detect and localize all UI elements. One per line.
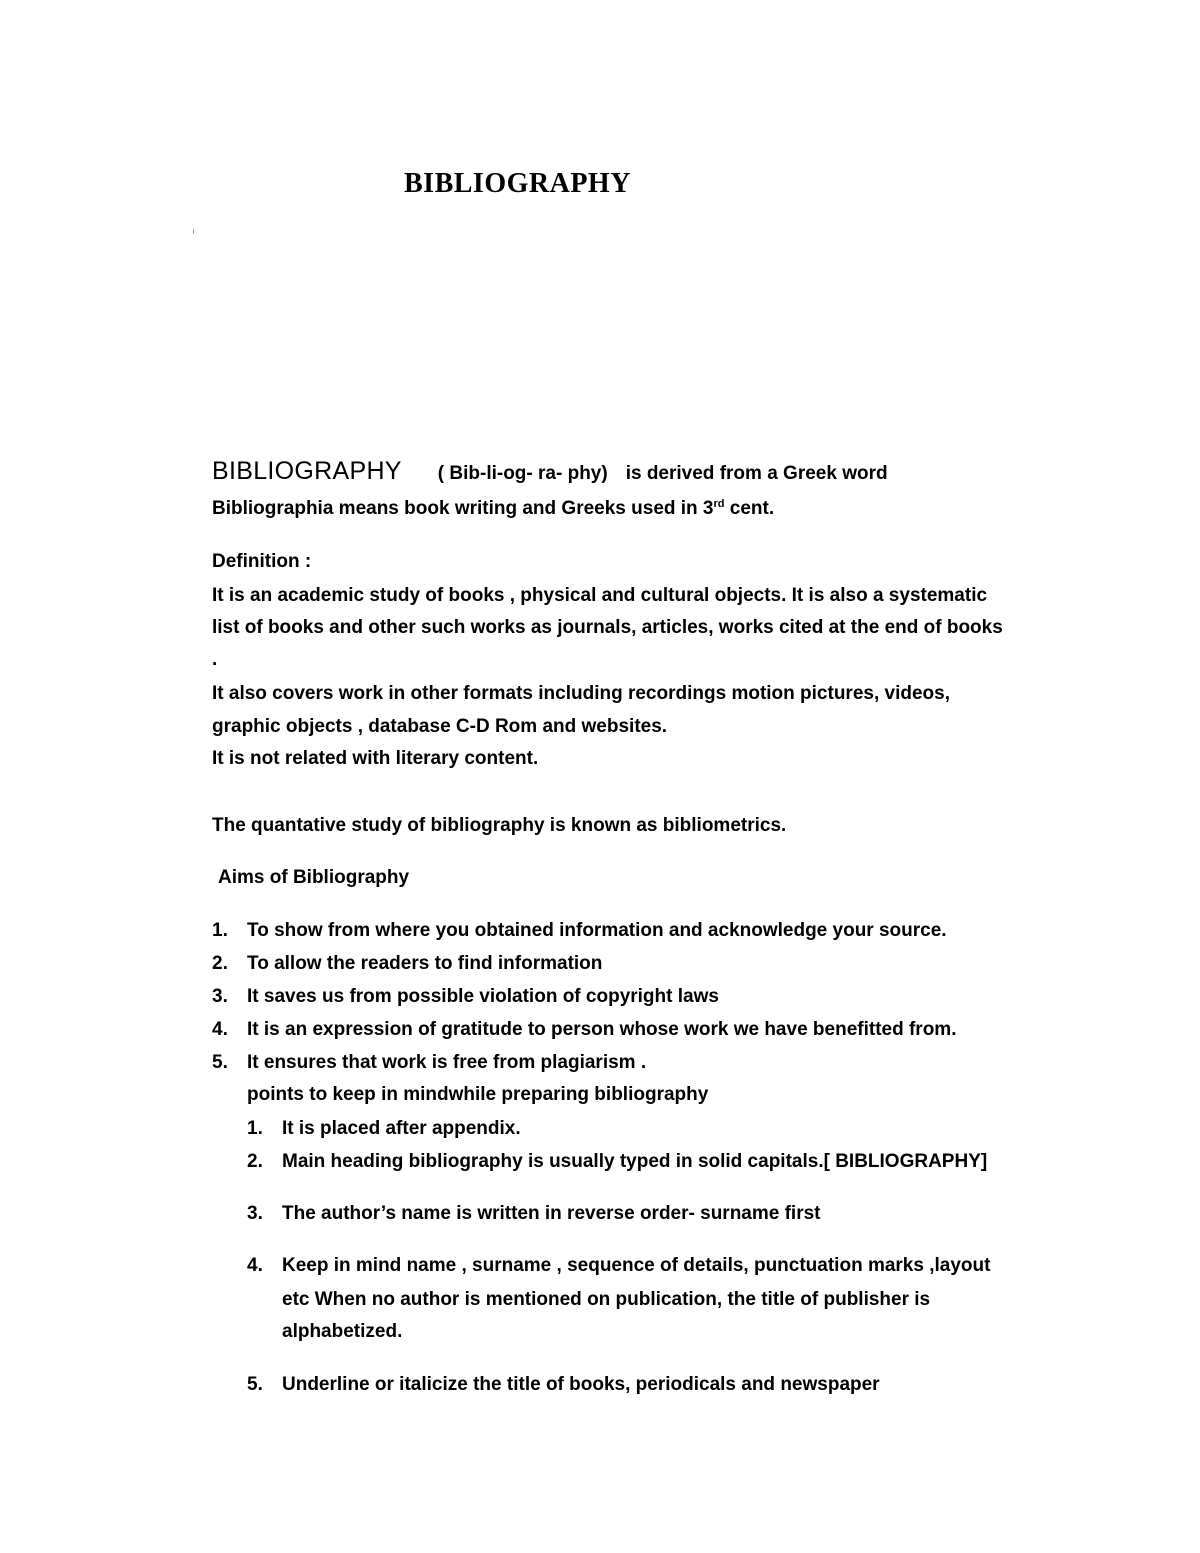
list-number: 4. [212,1019,228,1040]
ordinal-suffix: rd [713,498,725,510]
points-list-item [247,1254,990,1278]
intro-meaning-end: cent. [724,498,775,519]
definition-line: list of books and other such works as journals, articles, works cited at the end of books [212,617,1003,638]
list-text: Underline or italicize the title of books, periodicals and newspaper [282,1374,880,1395]
points-list-item [247,1150,987,1174]
list-number: 2. [247,1151,263,1172]
aims-list-item [212,952,602,976]
list-number: 3. [212,986,228,1007]
aims-list-item [212,985,719,1009]
list-text: It is placed after appendix. [282,1118,521,1139]
aims-list-item [212,1018,956,1042]
intro-meaning-line [212,497,774,521]
intro-meaning-text: Bibliographia means book writing and Greeks used in 3 [212,498,714,519]
page-tick-mark [193,229,194,234]
intro-derivation: is derived from a Greek word [625,463,888,484]
list-text: It is an expression of gratitude to person whose work we have benefitted from. [247,1019,957,1040]
points-list-item [247,1117,521,1141]
list-number: 3. [247,1203,263,1224]
points-heading: points to keep in mindwhile preparing bibliography [247,1084,709,1105]
bibliometrics-note: The quantative study of bibliography is known as bibliometrics. [212,815,787,836]
list-text: Keep in mind name , surname , sequence of details, punctuation marks ,layout [282,1255,991,1276]
intro-pronunciation: ( Bib-li-og- ra- phy) [437,463,608,484]
list-text: It ensures that work is free from plagiarism . [247,1052,647,1073]
list-number: 4. [247,1255,263,1276]
list-number: 2. [212,953,228,974]
page-title: BIBLIOGRAPHY [404,168,631,199]
intro-line [212,459,888,486]
aims-list-item [212,919,947,943]
aims-list-item [212,1051,646,1075]
points-list-item-continuation: alphabetized. [282,1321,403,1342]
definition-line: . [212,649,218,670]
list-text: To show from where you obtained information and acknowledge your source. [247,920,947,941]
points-list-item-continuation: etc When no author is mentioned on publication, the title of publisher is [282,1289,931,1310]
list-text: It saves us from possible violation of copyright laws [247,986,719,1007]
points-list-item [247,1202,821,1226]
aims-heading: Aims of Bibliography [218,867,410,888]
list-number: 1. [212,920,228,941]
definition-label: Definition : [212,551,312,572]
list-text: Main heading bibliography is usually typed in solid capitals.[ BIBLIOGRAPHY] [282,1151,988,1172]
list-text: The author’s name is written in reverse order- surname first [282,1203,821,1224]
list-text: To allow the readers to find information [247,953,603,974]
definition-line: graphic objects , database C-D Rom and websites. [212,716,668,737]
definition-line: It is not related with literary content. [212,748,539,769]
list-number: 5. [212,1052,228,1073]
list-number: 5. [247,1374,263,1395]
intro-heading: BIBLIOGRAPHY [212,457,402,485]
list-number: 1. [247,1118,263,1139]
definition-line: It also covers work in other formats including recordings motion pictures, videos, [212,683,950,704]
definition-line: It is an academic study of books , physical and cultural objects. It is also a systematic [212,585,988,606]
points-list-item [247,1373,880,1397]
